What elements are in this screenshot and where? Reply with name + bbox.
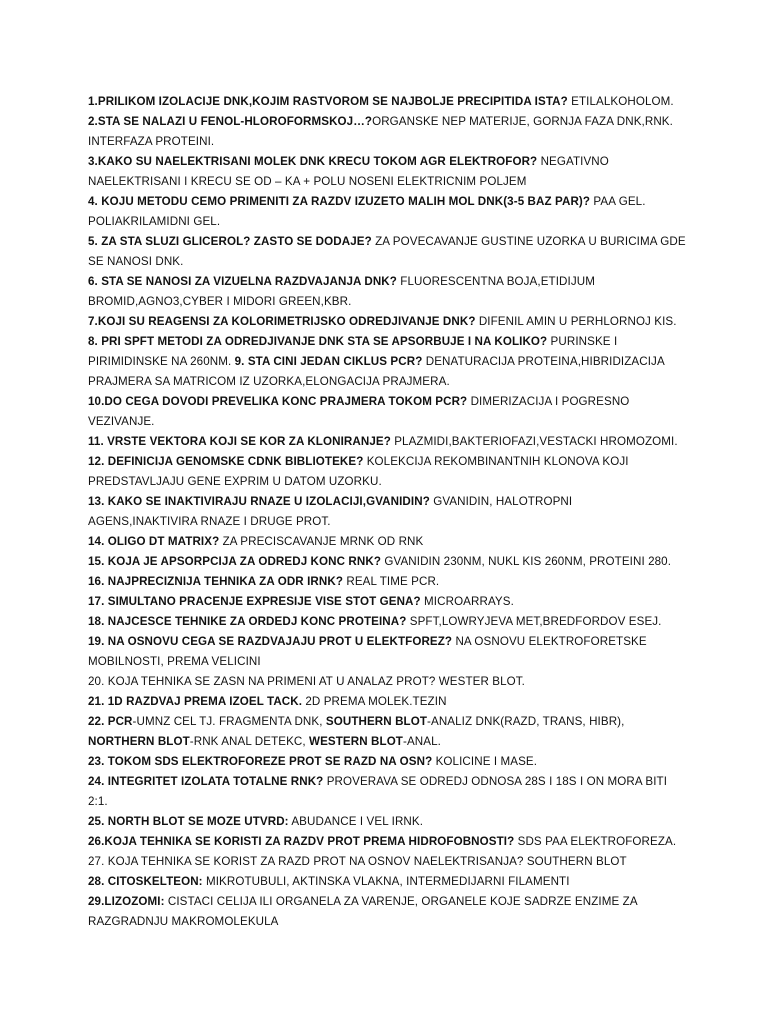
text-line xyxy=(88,392,680,412)
text-line xyxy=(88,112,680,132)
answer-text: PREDSTAVLJAJU GENE EXPRIM U DATOM UZORKU. xyxy=(88,475,382,488)
text-line xyxy=(88,872,680,892)
text-line xyxy=(88,912,680,932)
answer-text: NEGATIVNO xyxy=(537,155,609,168)
answer-text: POLIAKRILAMIDNI GEL. xyxy=(88,215,221,228)
answer-text: PAA GEL. xyxy=(590,195,646,208)
question-text: 3.KAKO SU NAELEKTRISANI MOLEK DNK KRECU TOKOM AGR ELEKTROFOR? xyxy=(88,155,538,168)
text-line xyxy=(88,892,680,912)
question-text: 13. KAKO SE INAKTIVIRAJU RNAZE U IZOLACIJI,GVANIDIN? xyxy=(88,495,430,508)
question-text: 28. CITOSKELTEON: xyxy=(88,875,203,888)
text-line xyxy=(88,832,680,852)
answer-text: ABUDANCE I VEL IRNK. xyxy=(288,815,424,828)
text-line xyxy=(88,552,680,572)
text-line xyxy=(88,472,680,492)
question-text: 24. INTEGRITET IZOLATA TOTALNE RNK? xyxy=(88,775,324,788)
text-line xyxy=(88,592,680,612)
text-line xyxy=(88,452,680,472)
text-line xyxy=(88,172,680,192)
text-line xyxy=(88,132,680,152)
text-line xyxy=(88,512,680,532)
text-line xyxy=(88,572,680,592)
text-line xyxy=(88,412,680,432)
question-text: 16. NAJPRECIZNIJA TEHNIKA ZA ODR IRNK? xyxy=(88,575,344,588)
question-text: 1.PRILIKOM IZOLACIJE DNK,KOJIM RASTVOROM SE NAJBOLJE PRECIPITIDA ISTA? xyxy=(88,95,568,108)
text-line xyxy=(88,692,680,712)
answer-text: REAL TIME PCR. xyxy=(343,575,440,588)
question-text: 12. DEFINICIJA GENOMSKE CDNK BIBLIOTEKE? xyxy=(88,455,364,468)
text-line xyxy=(88,652,680,672)
text-line xyxy=(88,632,680,652)
answer-text: DIFENIL AMIN U PERHLORNOJ KIS. xyxy=(475,315,677,328)
answer-text: -UMNZ CEL TJ. FRAGMENTA DNK, xyxy=(132,715,326,728)
question-text: 7.KOJI SU REAGENSI ZA KOLORIMETRIJSKO ODREDJIVANJE DNK? xyxy=(88,315,476,328)
answer-text: 20. KOJA TEHNIKA SE ZASN NA PRIMENI AT U ANALAZ PROT? WESTER BLOT. xyxy=(88,675,525,688)
answer-text: RAZGRADNJU MAKROMOLEKULA xyxy=(88,915,279,928)
answer-text: GVANIDIN 230NM, NUKL KIS 260NM, PROTEINI 280. xyxy=(381,555,672,568)
question-text: NORTHERN BLOT xyxy=(88,735,190,748)
question-text: 4. KOJU METODU CEMO PRIMENITI ZA RAZDV IZUZETO MALIH MOL DNK(3-5 BAZ PAR)? xyxy=(88,195,591,208)
text-line xyxy=(88,332,680,352)
answer-text: ZA PRECISCAVANJE MRNK OD RNK xyxy=(219,535,424,548)
answer-text: MOBILNOSTI, PREMA VELICINI xyxy=(88,655,261,668)
answer-text: KOLICINE I MASE. xyxy=(432,755,538,768)
text-line xyxy=(88,732,680,752)
question-text: 18. NAJCESCE TEHNIKE ZA ORDEDJ KONC PROTEINA? xyxy=(88,615,407,628)
answer-text: ZA POVECAVANJE GUSTINE UZORKA U BURICIMA GDE xyxy=(371,235,686,248)
answer-text: PIRIMIDINSKE NA 260NM. xyxy=(88,355,235,368)
text-line xyxy=(88,432,680,452)
answer-text: PROVERAVA SE ODREDJ ODNOSA 28S I 18S I ON MORA BITI xyxy=(323,775,668,788)
question-text: 8. PRI SPFT METODI ZA ODREDJIVANJE DNK STA SE APSORBUJE I NA KOLIKO? xyxy=(88,335,548,348)
text-line xyxy=(88,152,680,172)
question-text: WESTERN BLOT xyxy=(309,735,403,748)
answer-text: 27. KOJA TEHNIKA SE KORIST ZA RAZD PROT NA OSNOV NAELEKTRISANJA? SOUTHERN BLOT xyxy=(88,855,627,868)
answer-text: MIKROTUBULI, AKTINSKA VLAKNA, INTERMEDIJARNI FILAMENTI xyxy=(202,875,570,888)
answer-text: AGENS,INAKTIVIRA RNAZE I DRUGE PROT. xyxy=(88,515,331,528)
answer-text: ORGANSKE NEP MATERIJE, GORNJA FAZA DNK,RNK. xyxy=(372,115,673,128)
answer-text: VEZIVANJE. xyxy=(88,415,155,428)
question-text: 15. KOJA JE APSORPCIJA ZA ODREDJ KONC RNK? xyxy=(88,555,382,568)
answer-text: FLUORESCENTNA BOJA,ETIDIJUM xyxy=(396,275,595,288)
question-text: SOUTHERN BLOT xyxy=(325,715,428,728)
question-text: 17. SIMULTANO PRACENJE EXPRESIJE VISE STOT GENA? xyxy=(88,595,421,608)
text-line xyxy=(88,352,680,372)
question-text: 6. STA SE NANOSI ZA VIZUELNA RAZDVAJANJA DNK? xyxy=(88,275,397,288)
question-text: 11. VRSTE VEKTORA KOJI SE KOR ZA KLONIRANJE? xyxy=(88,435,391,448)
text-line xyxy=(88,712,680,732)
document-page xyxy=(88,92,686,932)
text-line xyxy=(88,192,680,212)
question-text: 23. TOKOM SDS ELEKTROFOREZE PROT SE RAZD NA OSN? xyxy=(88,755,433,768)
answer-text: -ANALIZ DNK(RAZD, TRANS, HIBR), xyxy=(427,715,625,728)
answer-text: 2:1. xyxy=(88,795,108,808)
answer-text: INTERFAZA PROTEINI. xyxy=(88,135,215,148)
answer-text: MICROARRAYS. xyxy=(420,595,514,608)
text-line xyxy=(88,272,680,292)
answer-text: ETILALKOHOLOM. xyxy=(567,95,674,108)
answer-text: CISTACI CELIJA ILI ORGANELA ZA VARENJE, ORGANELE KOJE SADRZE ENZIME ZA xyxy=(164,895,638,908)
text-line xyxy=(88,672,680,692)
text-line xyxy=(88,292,680,312)
question-text: 10.DO CEGA DOVODI PREVELIKA KONC PRAJMERA TOKOM PCR? xyxy=(88,395,468,408)
answer-text: DENATURACIJA PROTEINA,HIBRIDIZACIJA xyxy=(422,355,665,368)
text-line xyxy=(88,372,680,392)
question-text: 5. ZA STA SLUZI GLICEROL? ZASTO SE DODAJE? xyxy=(88,235,372,248)
answer-text: PLAZMIDI,BAKTERIOFAZI,VESTACKI HROMOZOMI. xyxy=(390,435,678,448)
question-text: 14. OLIGO DT MATRIX? xyxy=(88,535,220,548)
answer-text: KOLEKCIJA REKOMBINANTNIH KLONOVA KOJI xyxy=(363,455,629,468)
text-line xyxy=(88,812,680,832)
answer-text: -ANAL. xyxy=(403,735,441,748)
question-text: 26.KOJA TEHNIKA SE KORISTI ZA RAZDV PROT PREMA HIDROFOBNOSTI? xyxy=(88,835,515,848)
text-line xyxy=(88,792,680,812)
answer-text: -RNK ANAL DETEKC, xyxy=(189,735,310,748)
answer-text: SDS PAA ELEKTROFOREZA. xyxy=(514,835,677,848)
question-text: 22. PCR xyxy=(88,715,133,728)
question-text: 21. 1D RAZDVAJ PREMA IZOEL TACK. xyxy=(88,695,303,708)
answer-text: SPFT,LOWRYJEVA MET,BREDFORDOV ESEJ. xyxy=(406,615,662,628)
question-text: 29.LIZOZOMI: xyxy=(88,895,165,908)
question-text: 9. STA CINI JEDAN CIKLUS PCR? xyxy=(234,355,423,368)
question-text: 19. NA OSNOVU CEGA SE RAZDVAJAJU PROT U ELEKTFOREZ? xyxy=(88,635,453,648)
question-text: 25. NORTH BLOT SE MOZE UTVRD: xyxy=(88,815,289,828)
answer-text: PURINSKE I xyxy=(547,335,618,348)
answer-text: GVANIDIN, HALOTROPNI xyxy=(429,495,573,508)
text-line xyxy=(88,232,686,252)
answer-text: BROMID,AGNO3,CYBER I MIDORI GREEN,KBR. xyxy=(88,295,352,308)
answer-text: SE NANOSI DNK. xyxy=(88,255,184,268)
text-line xyxy=(88,92,680,112)
text-line xyxy=(88,852,680,872)
text-line xyxy=(88,212,680,232)
text-line xyxy=(88,612,680,632)
text-line xyxy=(88,492,680,512)
text-line xyxy=(88,532,680,552)
text-line xyxy=(88,752,680,772)
question-text: 2.STA SE NALAZI U FENOL-HLOROFORMSKOJ…? xyxy=(88,115,373,128)
text-line xyxy=(88,312,680,332)
answer-text: NAELEKTRISANI I KRECU SE OD – KA + POLU NOSENI ELEKTRICNIM POLJEM xyxy=(88,175,527,188)
answer-text: PRAJMERA SA MATRICOM IZ UZORKA,ELONGACIJA PRAJMERA. xyxy=(88,375,450,388)
text-line xyxy=(88,772,680,792)
text-line xyxy=(88,252,680,272)
answer-text: 2D PREMA MOLEK.TEZIN xyxy=(302,695,447,708)
answer-text: DIMERIZACIJA I POGRESNO xyxy=(467,395,630,408)
answer-text: NA OSNOVU ELEKTROFORETSKE xyxy=(452,635,647,648)
